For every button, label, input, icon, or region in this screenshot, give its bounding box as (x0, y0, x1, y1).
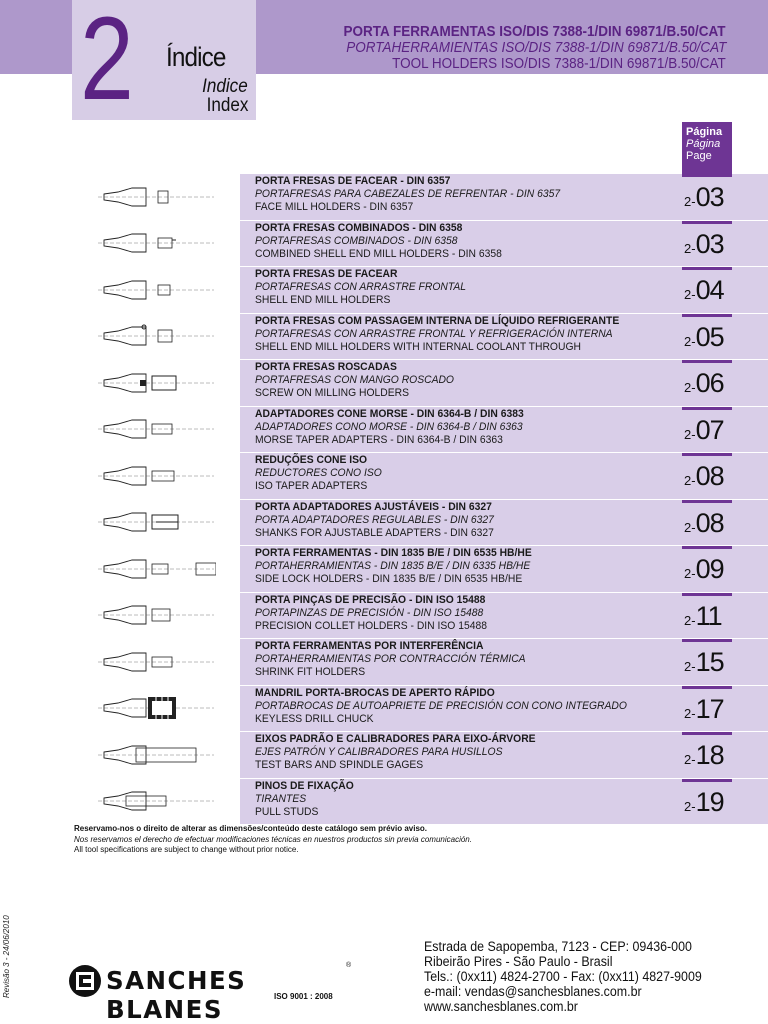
row-title-es: REDUCTORES CONO ISO (255, 467, 382, 480)
page-label-pt: Página (686, 126, 723, 138)
index-row[interactable] (72, 314, 768, 361)
row-title-pt: PORTA FRESAS DE FACEAR (255, 268, 398, 280)
row-title-pt: MANDRIL PORTA-BROCAS DE APERTO RÁPIDO (255, 686, 495, 699)
face-mill-holder-icon (72, 174, 240, 220)
page-marker-bar (682, 174, 732, 177)
row-title-en: SHANKS FOR AJUSTABLE ADAPTERS - DIN 6327 (255, 526, 494, 539)
side-lock-holder-icon (72, 546, 240, 592)
address-website[interactable]: www.sanchesblanes.com.br (424, 999, 578, 1014)
row-title-es: EJES PATRÓN Y CALIBRADORES PARA HUSILLOS (255, 746, 503, 759)
page-num-value: 07 (695, 414, 724, 445)
row-title-es: PORTAHERRAMIENTAS POR CONTRACCIÓN TÉRMICA (255, 653, 526, 666)
index-row[interactable] (72, 686, 768, 733)
row-title-en: SHELL END MILL HOLDERS (255, 294, 391, 307)
shrink-fit-holder-icon (72, 639, 240, 685)
page-num-value: 17 (695, 693, 724, 724)
section-number: 2 (80, 0, 133, 125)
page-num-value: 09 (695, 554, 724, 584)
precision-collet-holder-icon (72, 593, 240, 639)
row-description (255, 640, 526, 680)
index-row[interactable] (72, 221, 768, 268)
page-prefix: 2- (684, 194, 696, 209)
row-title-pt: PORTA FRESAS COMBINADOS - DIN 6358 (255, 221, 463, 234)
page-number[interactable] (684, 461, 724, 492)
row-description (255, 733, 536, 773)
disclaimer-note (74, 824, 472, 856)
page-column-header (682, 122, 732, 174)
row-description (255, 594, 487, 634)
page-prefix: 2- (684, 659, 696, 674)
page-marker-bar (682, 593, 732, 596)
pull-stud-icon (72, 779, 240, 825)
index-table (72, 174, 768, 825)
page-number[interactable] (684, 415, 724, 446)
page-marker-bar (682, 360, 732, 363)
page-num-value: 19 (695, 786, 724, 817)
test-bar-icon (72, 732, 240, 778)
logo-name: SANCHES BLANES (106, 966, 247, 1024)
page-num-value: 04 (695, 275, 724, 305)
page-number[interactable] (684, 740, 724, 771)
page-label-es: Página (686, 138, 721, 150)
company-address (424, 939, 702, 1014)
row-title-es: PORTAFRESAS CON ARRASTRE FRONTAL (255, 281, 467, 294)
row-title-en: SHELL END MILL HOLDERS WITH INTERNAL COOLANT THROUGH (255, 340, 581, 353)
page-prefix: 2- (684, 473, 696, 488)
row-description (255, 780, 354, 820)
page-number[interactable] (684, 647, 724, 678)
page-num-value: 03 (695, 182, 724, 212)
page-number[interactable] (684, 694, 724, 725)
row-title-pt: PORTA FRESAS DE FACEAR - DIN 6357 (255, 175, 451, 187)
page-label-en: Page (686, 150, 712, 162)
page-num-value: 18 (695, 740, 724, 770)
row-title-es: PORTAFRESAS COMBINADOS - DIN 6358 (255, 234, 458, 247)
page-num-value: 03 (695, 228, 724, 259)
screw-on-milling-holder-icon (72, 360, 240, 406)
index-row[interactable] (72, 500, 768, 547)
page-num-value: 08 (695, 507, 724, 538)
row-title-en: SCREW ON MILLING HOLDERS (255, 387, 409, 400)
row-title-es: PORTAPINZAS DE PRECISIÓN - DIN ISO 15488 (255, 606, 484, 619)
row-title-en: TEST BARS AND SPINDLE GAGES (255, 759, 424, 772)
index-row[interactable] (72, 453, 768, 500)
shell-end-mill-holder-icon (72, 267, 240, 313)
row-title-es: ADAPTADORES CONO MORSE - DIN 6364-B / DIN 6363 (255, 420, 523, 433)
logo-emblem-icon (68, 964, 102, 998)
row-title-es: PORTAHERRAMIENTAS - DIN 1835 B/E / DIN 6335 HB/HE (255, 560, 531, 573)
catalog-title-en: TOOL HOLDERS ISO/DIS 7388-1/DIN 69871/B.50/CAT (392, 55, 726, 72)
row-description (255, 501, 494, 541)
row-description (255, 268, 466, 308)
page-prefix: 2- (684, 426, 696, 442)
row-title-en: PRECISION COLLET HOLDERS - DIN ISO 15488 (255, 619, 487, 632)
combined-shell-end-mill-holder-icon (72, 221, 240, 267)
page-number[interactable] (684, 275, 724, 306)
page-num-value: 08 (695, 461, 724, 491)
address-street: Estrada de Sapopemba, 7123 - CEP: 09436-000 (424, 939, 692, 954)
page-num-value: 11 (695, 600, 722, 631)
iso-taper-adapter-icon (72, 453, 240, 499)
address-email[interactable]: e-mail: vendas@sanchesblanes.com.br (424, 984, 642, 999)
row-title-pt: PORTA FRESAS ROSCADAS (255, 361, 397, 373)
index-title-en: Index (206, 95, 248, 116)
note-pt: Reservamo-nos o direito de alterar as dimensões/conteúdo deste catálogo sem prévio aviso. (74, 824, 428, 833)
row-description (255, 547, 532, 587)
index-row[interactable] (72, 174, 768, 221)
note-es: Nos reservamos el derecho de efectuar modificaciones técnicas en nuestros productos sin previa comunicación. (74, 834, 472, 844)
logo-iso-cert: ISO 9001 : 2008 (274, 992, 333, 1001)
page-marker-bar (682, 686, 732, 689)
company-logo (68, 962, 358, 1024)
page-number[interactable] (684, 368, 724, 399)
row-title-en: PULL STUDS (255, 805, 319, 818)
row-title-pt: REDUÇÕES CONE ISO (255, 454, 368, 466)
row-description (255, 454, 382, 494)
page-number[interactable] (684, 787, 724, 818)
index-row[interactable] (72, 546, 768, 593)
row-title-pt: ADAPTADORES CONE MORSE - DIN 6364-B / DIN 6383 (255, 407, 524, 420)
address-city: Ribeirão Pires - São Paulo - Brasil (424, 954, 613, 969)
page-marker-bar (682, 407, 732, 410)
row-title-en: FACE MILL HOLDERS - DIN 6357 (255, 201, 414, 214)
row-description (255, 361, 454, 401)
row-title-en: ISO TAPER ADAPTERS (255, 480, 368, 493)
note-en: All tool specifications are subject to change without prior notice. (74, 845, 299, 854)
row-title-es: PORTABROCAS DE AUTOAPRIETE DE PRECISIÓN CON CONO INTEGRADO (255, 699, 627, 712)
page-prefix: 2- (684, 380, 696, 395)
row-title-pt: PORTA FERRAMENTAS - DIN 1835 B/E / DIN 6535 HB/HE (255, 547, 532, 559)
row-title-es: PORTA ADAPTADORES REGULABLES - DIN 6327 (255, 513, 494, 526)
row-title-pt: PORTA FERRAMENTAS POR INTERFERÊNCIA (255, 640, 484, 652)
adjustable-adapter-shank-icon (72, 500, 240, 546)
row-title-es: TIRANTES (255, 792, 307, 805)
page-prefix: 2- (684, 333, 696, 349)
row-title-en: SIDE LOCK HOLDERS - DIN 1835 B/E / DIN 6535 HB/HE (255, 573, 523, 586)
index-row[interactable] (72, 360, 768, 407)
page-prefix: 2- (684, 566, 696, 581)
row-title-pt: PORTA ADAPTADORES AJUSTÁVEIS - DIN 6327 (255, 500, 492, 513)
page-num-value: 06 (695, 368, 724, 398)
page-marker-bar (682, 779, 732, 782)
page-number[interactable] (684, 554, 724, 585)
row-description (255, 687, 627, 727)
page-marker-bar (682, 453, 732, 456)
keyless-drill-chuck-icon (72, 686, 240, 732)
row-title-en: KEYLESS DRILL CHUCK (255, 712, 374, 725)
page-num-value: 05 (695, 321, 724, 352)
index-row[interactable] (72, 639, 768, 686)
page-marker-bar (682, 314, 732, 317)
page-number[interactable] (684, 322, 724, 353)
page-prefix: 2- (684, 519, 696, 535)
page-prefix: 2- (684, 240, 696, 256)
address-phones: Tels.: (0xx11) 4824-2700 - Fax: (0xx11) 4827-9009 (424, 969, 702, 984)
page-number[interactable] (684, 508, 724, 539)
page-prefix: 2- (684, 612, 696, 628)
index-row[interactable] (72, 732, 768, 779)
row-title-es: PORTAFRESAS CON ARRASTRE FRONTAL Y REFRIGERACIÓN INTERNA (255, 327, 613, 340)
page-marker-bar (682, 267, 732, 270)
page-marker-bar (682, 221, 732, 224)
page-marker-bar (682, 546, 732, 549)
row-title-en: MORSE TAPER ADAPTERS - DIN 6364-B / DIN 6363 (255, 433, 503, 446)
page-prefix: 2- (684, 752, 696, 767)
catalog-title-es: PORTAHERRAMIENTAS ISO/DIS 7388-1/DIN 69871/B.50/CAT (345, 39, 726, 56)
index-row[interactable] (72, 779, 768, 826)
row-description (255, 408, 524, 448)
page-number[interactable] (684, 601, 722, 632)
logo-registered-mark: ® (346, 962, 352, 969)
page-prefix: 2- (684, 287, 696, 302)
page-prefix: 2- (684, 798, 696, 814)
catalog-title-pt: PORTA FERRAMENTAS ISO/DIS 7388-1/DIN 69871/B.50/CAT (343, 23, 726, 40)
row-title-en: COMBINED SHELL END MILL HOLDERS - DIN 6358 (255, 247, 502, 260)
row-title-es: PORTAFRESAS PARA CABEZALES DE REFRENTAR - DIN 6357 (255, 188, 561, 201)
revision-label: Revisão 3 - 24/06/2010 (2, 915, 11, 998)
row-description (255, 315, 619, 355)
coolant-shell-end-mill-holder-icon (72, 314, 240, 360)
morse-taper-adapter-icon (72, 407, 240, 453)
page-number[interactable] (684, 229, 724, 260)
index-row[interactable] (72, 267, 768, 314)
index-title-pt: Índice (166, 42, 226, 72)
row-title-pt: PORTA PINÇAS DE PRECISÃO - DIN ISO 15488 (255, 593, 486, 606)
page-marker-bar (682, 500, 732, 503)
page-marker-bar (682, 639, 732, 642)
row-title-pt: PINOS DE FIXAÇÃO (255, 779, 354, 792)
row-description (255, 175, 560, 215)
row-title-en: SHRINK FIT HOLDERS (255, 666, 366, 679)
row-description (255, 222, 502, 262)
index-title-es: Indice (202, 76, 248, 97)
row-title-pt: PORTA FRESAS COM PASSAGEM INTERNA DE LÍQUIDO REFRIGERANTE (255, 314, 620, 327)
row-title-pt: EIXOS PADRÃO E CALIBRADORES PARA EIXO-ÁRVORE (255, 733, 536, 745)
index-row[interactable] (72, 407, 768, 454)
page-marker-bar (682, 732, 732, 735)
page-prefix: 2- (684, 705, 696, 721)
page-num-value: 15 (695, 647, 724, 677)
row-title-es: PORTAFRESAS CON MANGO ROSCADO (255, 374, 454, 387)
page-number[interactable] (684, 182, 724, 213)
index-row[interactable] (72, 593, 768, 640)
